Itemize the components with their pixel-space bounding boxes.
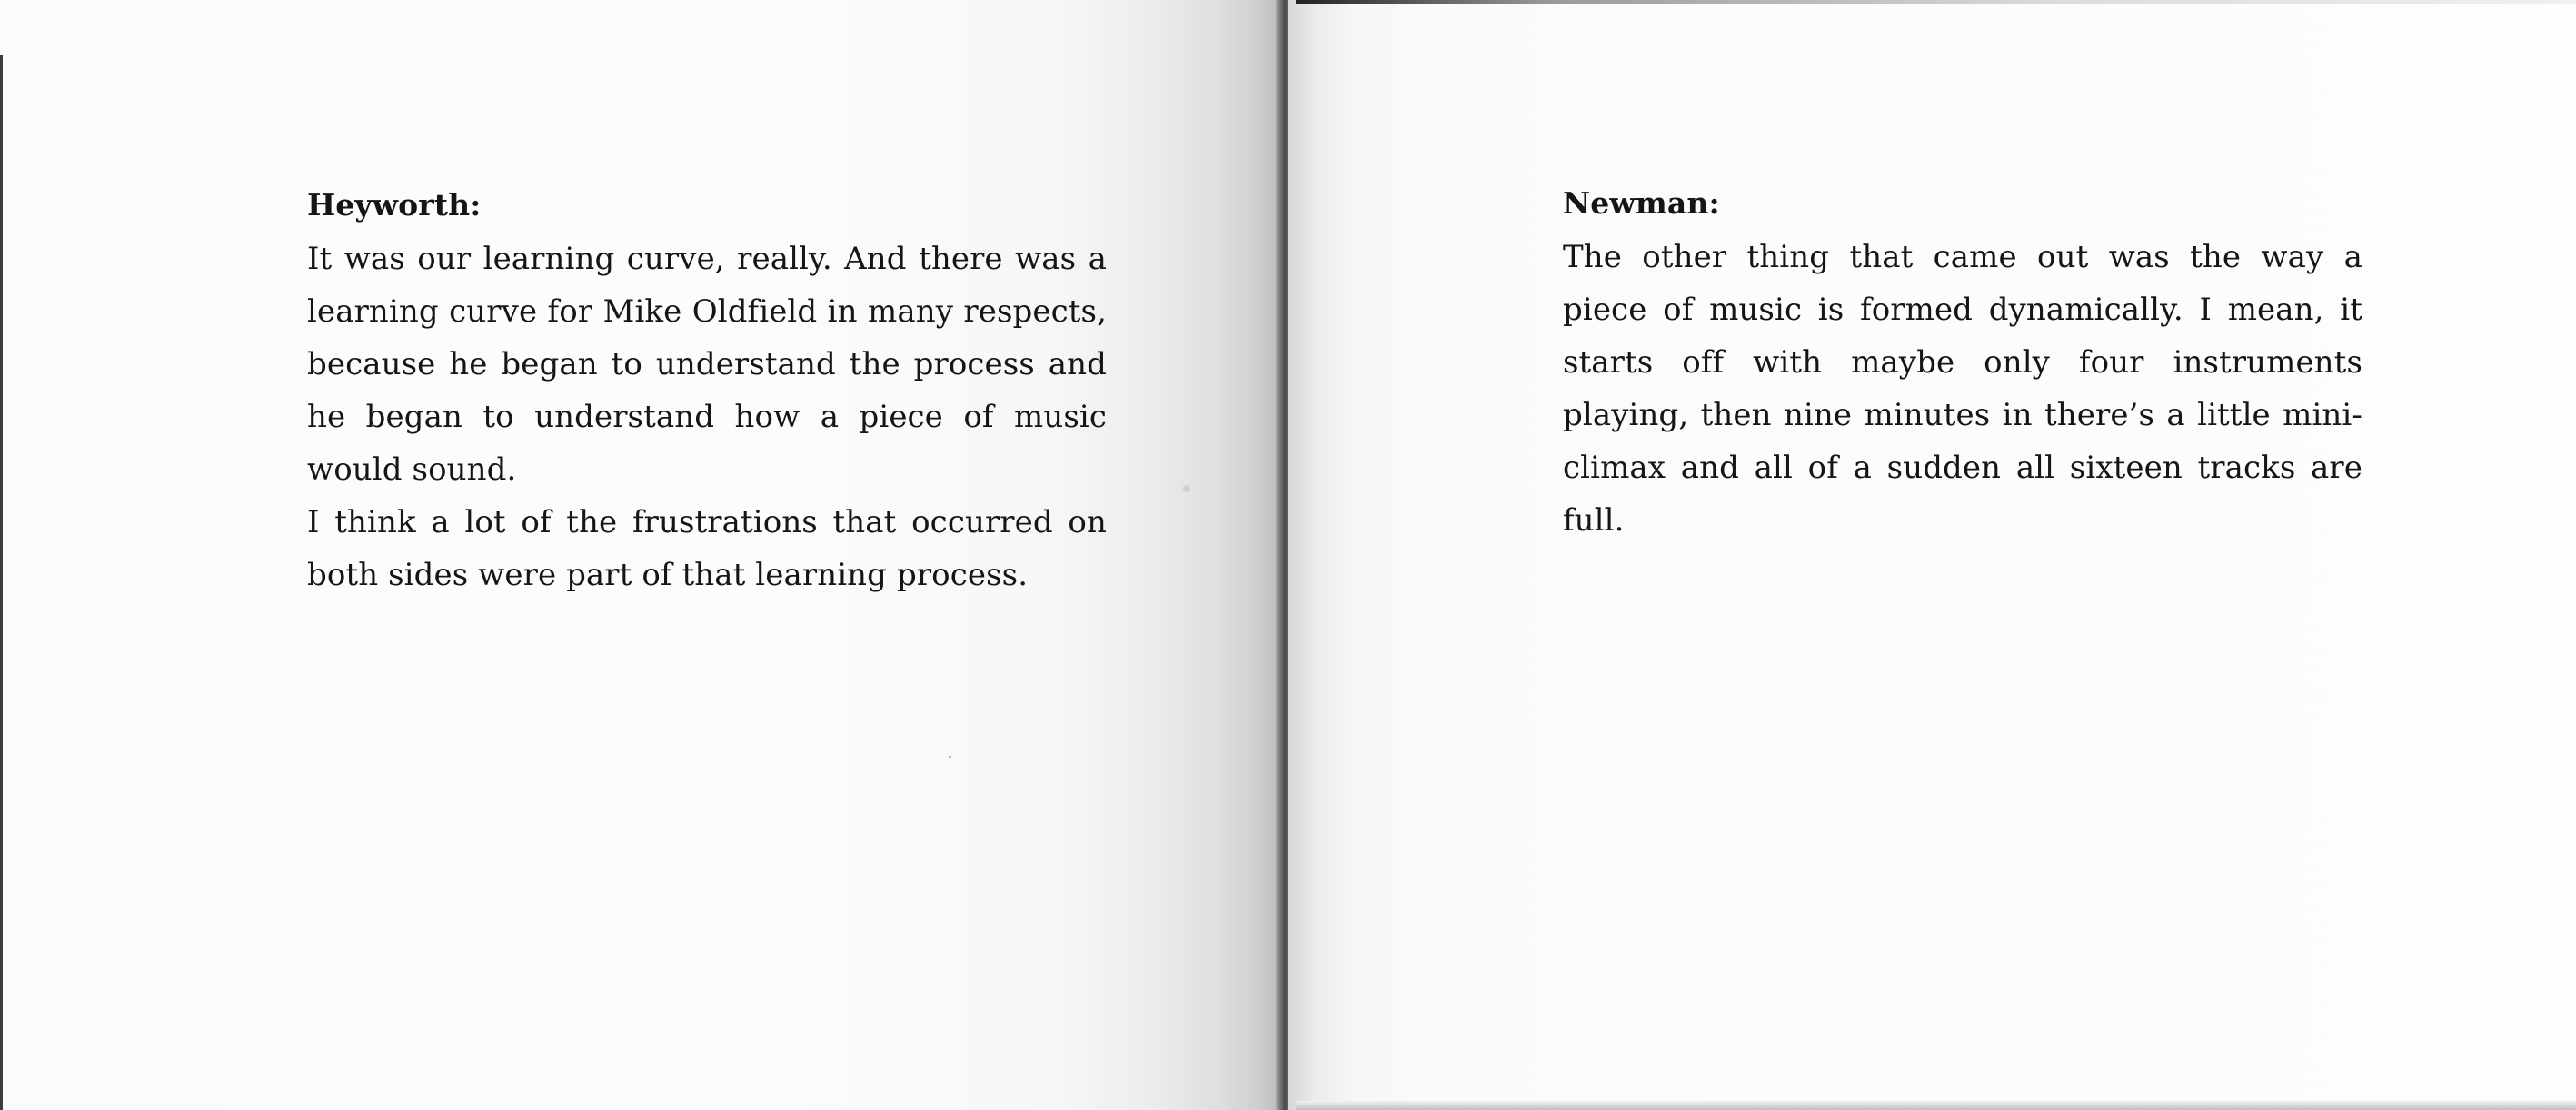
left-text-block — [307, 187, 1107, 601]
paper-speck — [1183, 485, 1190, 492]
speaker-heyworth: Heyworth: — [307, 187, 482, 223]
page-edge — [0, 55, 3, 1110]
paper-speck — [949, 756, 951, 758]
left-page — [0, 0, 1283, 1110]
right-page — [1288, 0, 2576, 1110]
paragraph: The other thing that came out was the way a piece of music is formed dynamically. I mean, it starts off with maybe only four instruments playing, then nine minutes in there’s a little mini-climax and all of a sudden all sixteen tracks are full. — [1563, 239, 2362, 539]
right-text-block — [1563, 185, 2362, 547]
page-top-shadow — [1296, 0, 2576, 4]
page-bottom-shadow — [1296, 1101, 2576, 1110]
paragraph: It was our learning curve, really. And there was a learning curve for Mike Oldfield in many respects, because he began to understand the process and he began to understand how a piece of music would sound. — [307, 241, 1107, 488]
speaker-newman: Newman: — [1563, 185, 1720, 221]
paragraph: I think a lot of the frustrations that occurred on both sides were part of that learning process. — [307, 504, 1107, 593]
